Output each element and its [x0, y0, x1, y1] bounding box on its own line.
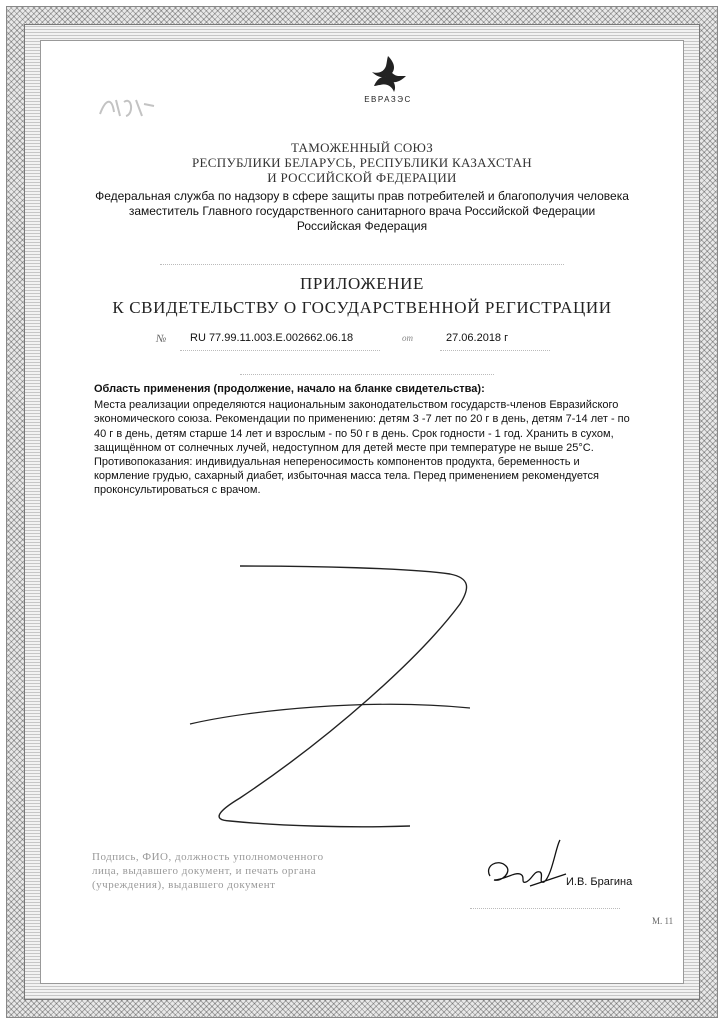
application-paragraph: Места реализации определяются национальным законодательством государств-членов Евразийского экономического союза. Рекомендации по применению: детям 3 -7 лет по 20 г в день, детям 7-14 лет - по 40 г в день, детям старше 14 лет и взрослым - по 50 г в день. Срок годности - 1 год. Хранить в сухом, защищённом от солнечных лучей, недоступном для детей месте при температуре не выше 25°С. Противопоказания: индивидуальная непереносимость компонентов продукта, беременность и кормление грудью, сахарный диабет, избыточная масса тела. Перед применением рекомендуется проконсультироваться с врачом.	[94, 399, 630, 497]
caption-line-3: (учреждения), выдавшего документ	[92, 879, 276, 891]
agency-line-1: Федеральная служба по надзору в сфере защиты прав потребителей и благополучия человека	[95, 189, 629, 203]
section-divider	[240, 374, 494, 375]
document-title	[40, 272, 684, 320]
date-label: от	[402, 333, 413, 343]
eurasec-emblem-icon	[366, 54, 410, 94]
number-underline	[180, 350, 380, 351]
caption-line-1: Подпись, ФИО, должность уполномоченного	[92, 851, 324, 863]
emblem-label: ЕВРАЗЭС	[364, 95, 412, 104]
application-text	[94, 382, 634, 498]
section-title: Область применения (продолжение, начало на бланке свидетельства):	[94, 383, 485, 395]
agency-line-2: заместитель Главного государственного санитарного врача Российской Федерации	[128, 204, 596, 218]
document-content	[40, 40, 684, 984]
eurasec-emblem	[348, 54, 428, 124]
faded-stamp-mark	[98, 94, 156, 120]
form-code: М. 11	[652, 916, 674, 926]
cancellation-z-mark	[170, 558, 490, 828]
registration-date: 27.06.2018 г	[446, 332, 509, 344]
agency-header	[40, 189, 684, 234]
title-line-1: ПРИЛОЖЕНИЕ	[300, 274, 424, 293]
signature-caption	[92, 850, 422, 892]
registration-number: RU 77.99.11.003.Е.002662.06.18	[190, 332, 354, 344]
union-line-1: ТАМОЖЕННЫЙ СОЮЗ	[290, 140, 434, 155]
union-line-2: РЕСПУБЛИКИ БЕЛАРУСЬ, РЕСПУБЛИКИ КАЗАХСТАН	[192, 155, 532, 170]
registration-row	[40, 332, 684, 348]
handwritten-signature	[480, 836, 570, 896]
divider-line	[160, 264, 564, 265]
title-line-2: К СВИДЕТЕЛЬСТВУ О ГОСУДАРСТВЕННОЙ РЕГИСТРАЦИИ	[112, 298, 612, 317]
signature-underline	[470, 908, 620, 909]
number-label: №	[156, 333, 167, 345]
customs-union-header	[40, 140, 684, 185]
agency-line-3: Российская Федерация	[296, 219, 428, 233]
signer-name: И.В. Брагина	[566, 876, 633, 888]
date-underline	[440, 350, 550, 351]
caption-line-2: лица, выдавшего документ, и печать органа	[92, 865, 317, 877]
union-line-3: И РОССИЙСКОЙ ФЕДЕРАЦИИ	[267, 170, 457, 185]
